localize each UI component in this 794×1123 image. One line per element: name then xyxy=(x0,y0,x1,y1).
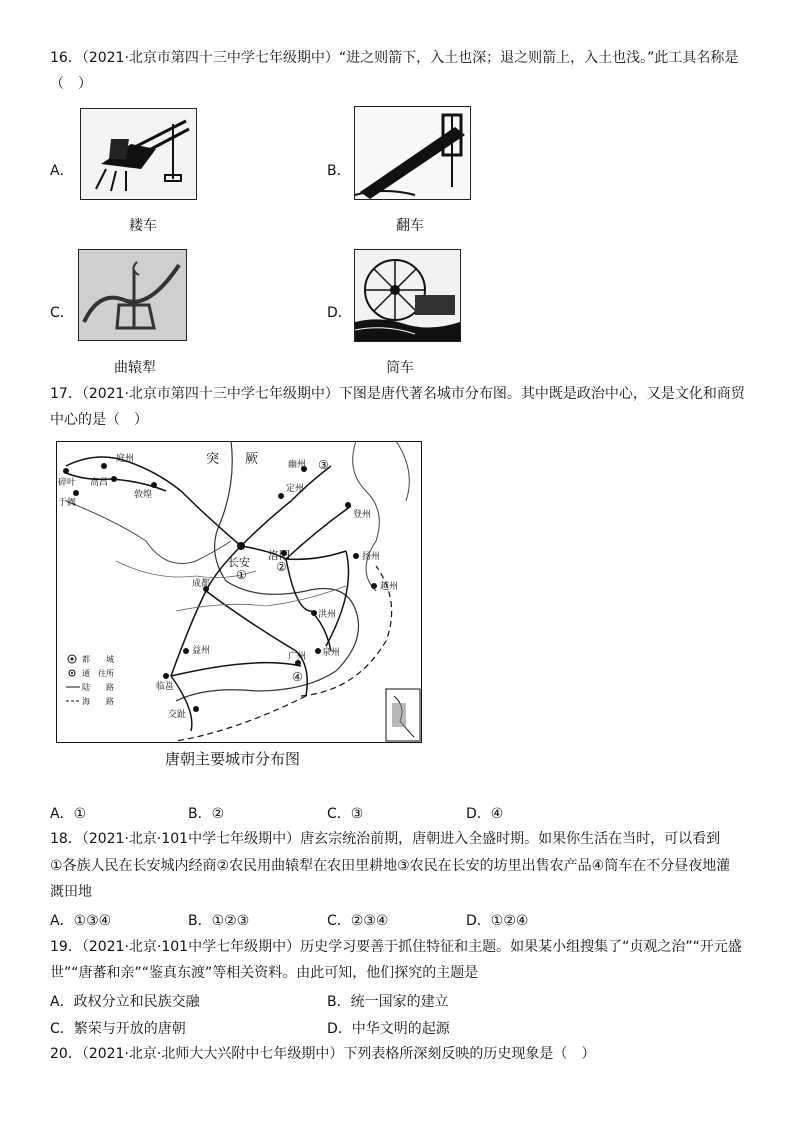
map-city-label: 成都 xyxy=(192,579,211,589)
q19-stem-line2: 世”“唐蕃和亲”“鉴真东渡”等相关资料。由此可知，他们探究的主题是 xyxy=(50,965,479,981)
q16-stem-line1: 16．（2021·北京市第四十三中学七年级期中）“进之则箭下，入土也深；退之则箭上，入土也浅。”此工具名称是 xyxy=(50,50,739,66)
chain-pump-icon xyxy=(355,107,470,199)
map-city-label: 于阗 xyxy=(58,498,77,508)
map-city-label: 敦煌 xyxy=(134,490,153,500)
q17-choice-a: A．① xyxy=(50,806,87,822)
map-city-label: 定州 xyxy=(286,484,305,494)
tang-city-map xyxy=(56,441,422,743)
map-city-label: 临邕 xyxy=(156,682,175,692)
map-city-label: 庭州 xyxy=(116,454,135,464)
map-city-label: 碎叶 xyxy=(58,478,77,488)
q16-option-a-letter: A． xyxy=(50,163,74,179)
map-marker-2: ② xyxy=(276,560,287,574)
q18-choice-c: C．②③④ xyxy=(327,913,389,929)
q17-choice-b: B．② xyxy=(188,806,225,822)
q18-choice-d: D．①②④ xyxy=(466,913,529,929)
q16-option-b-letter: B． xyxy=(327,163,351,179)
curved-plow-icon xyxy=(79,250,186,340)
map-city-label: 扬州 xyxy=(362,552,381,562)
q17-choice-c: C．③ xyxy=(327,806,364,822)
map-city-label: 越州 xyxy=(380,582,399,592)
q16-option-b-caption: 翻车 xyxy=(396,218,424,234)
q16-option-d-caption: 筒车 xyxy=(386,360,414,376)
q17-choice-d: D．④ xyxy=(466,806,504,822)
q19-choice-b: B．统一国家的建立 xyxy=(327,994,449,1010)
map-city-label: 洛阳 xyxy=(268,549,290,562)
curved-plow-image xyxy=(78,249,187,341)
map-marker-1: ① xyxy=(236,568,247,582)
map-city-label: 益州 xyxy=(192,646,211,656)
q18-stem-line2: ①各族人民在长安城内经商②农民用曲辕犁在农田里耕地③农民在长安的坊里出售农产品④筒车在不分昼夜地灌 xyxy=(50,858,731,874)
legend-capital: 都 城 xyxy=(82,655,114,664)
q18-choice-b: B．①②③ xyxy=(188,913,250,929)
map-city-label: 长安 xyxy=(228,556,250,569)
water-wheel-icon xyxy=(355,250,460,341)
legend-sea-route: 海 路 xyxy=(82,697,114,706)
map-city-label: 洪州 xyxy=(318,610,337,620)
q16-option-a-caption: 耧车 xyxy=(129,218,157,234)
map-city-label: 交趾 xyxy=(168,710,187,720)
tang-city-map-figure xyxy=(56,441,422,743)
legend-station: 通 往所 xyxy=(82,669,114,678)
map-city-label: 幽州 xyxy=(288,460,307,470)
chain-pump-image xyxy=(354,106,471,200)
q19-choice-c: C．繁荣与开放的唐朝 xyxy=(50,1021,186,1037)
q19-choice-d: D．中华文明的起源 xyxy=(327,1021,450,1037)
q19-choice-a: A．政权分立和民族交融 xyxy=(50,994,200,1010)
map-city-label: 高昌 xyxy=(90,478,109,488)
q18-choice-a: A．①③④ xyxy=(50,913,112,929)
q17-stem-line1: 17．（2021·北京市第四十三中学七年级期中）下图是唐代著名城市分布图。其中既是政治中心，又是文化和商贸 xyxy=(50,386,745,402)
seed-drill-icon xyxy=(81,109,196,199)
q16-option-c-caption: 曲辕犁 xyxy=(114,360,156,376)
map-marker-3: ③ xyxy=(318,458,329,472)
map-region-label: 突 厥 xyxy=(206,452,259,467)
q16-stem-line2: （ ） xyxy=(50,76,92,92)
water-wheel-image xyxy=(354,249,461,342)
q18-stem-line3: 溉田地 xyxy=(50,884,92,900)
map-city-label: 广州 xyxy=(288,652,307,662)
q16-option-d-letter: D． xyxy=(327,305,352,321)
seed-drill-image xyxy=(80,108,197,200)
q17-stem-line2: 中心的是（ ） xyxy=(50,412,148,428)
q20-stem-line1: 20．（2021·北京·北师大大兴附中七年级期中）下列表格所深刻反映的历史现象是（ ） xyxy=(50,1046,596,1062)
q18-stem-line1: 18．（2021·北京·101中学七年级期中）唐玄宗统治前期，唐朝进入全盛时期。如果你生活在当时，可以看到 xyxy=(50,831,721,847)
q16-option-c-letter: C． xyxy=(50,305,74,321)
map-city-label: 登州 xyxy=(353,510,372,520)
q19-stem-line1: 19．（2021·北京·101中学七年级期中）历史学习要善于抓住特征和主题。如果某小组搜集了“贞观之治”“开元盛 xyxy=(50,939,742,955)
map-marker-4: ④ xyxy=(292,670,303,684)
legend-land-route: 陆 路 xyxy=(82,683,114,692)
map-caption: 唐朝主要城市分布图 xyxy=(165,750,301,768)
map-city-label: 泉州 xyxy=(322,648,341,658)
